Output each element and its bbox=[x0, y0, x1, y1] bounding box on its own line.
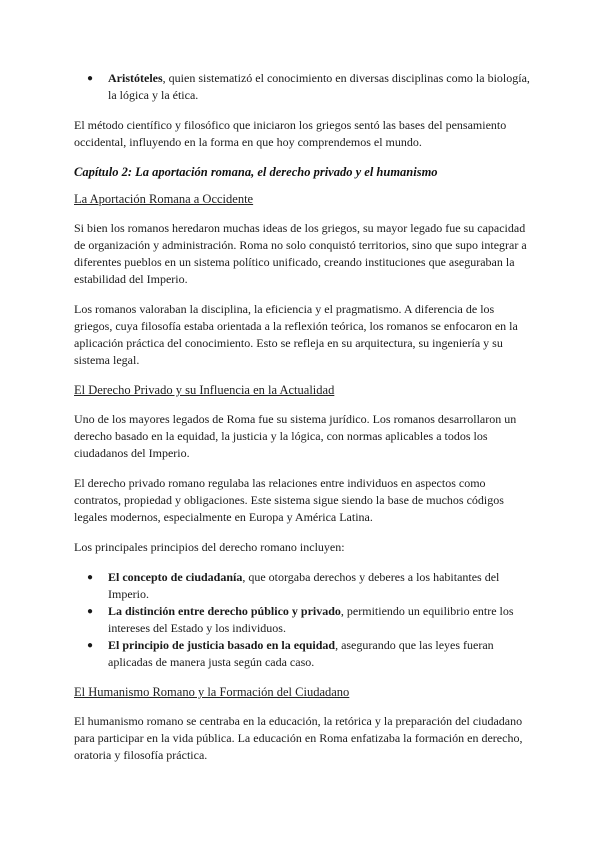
intro-paragraph: El método científico y filosófico que iniciaron los griegos sentó las bases del pensamiento occidental, influyendo en la forma en que hoy comprendemos el mundo. bbox=[74, 118, 507, 149]
paragraph: Uno de los mayores legados de Roma fue su sistema jurídico. Los romanos desarrollaron un derecho basado en la equidad, la justicia y la lógica, con normas aplicables a todos los ciudadanos del Imperio. bbox=[74, 412, 517, 460]
paragraph: Si bien los romanos heredaron muchas ideas de los griegos, su mayor legado fue su capacidad de organización y administración. Roma no solo conquistó territorios, sino que supo integrar a diferentes pueblos en un sistema político unificado, creando instituciones que aseguraban la estabilidad del Imperio. bbox=[74, 221, 527, 286]
bullet-icon: ● bbox=[87, 73, 94, 84]
list-item-text: , asegurando que las leyes fueran aplicadas de manera justa según cada caso. bbox=[108, 638, 494, 669]
intro-bullet-list bbox=[74, 70, 534, 104]
list-item-bold: El concepto de ciudadanía bbox=[108, 570, 243, 584]
list-item bbox=[74, 603, 534, 637]
bullet-icon: ● bbox=[87, 606, 94, 617]
section-heading-derecho-privado: El Derecho Privado y su Influencia en la Actualidad bbox=[74, 383, 335, 397]
section-heading-aportacion: La Aportación Romana a Occidente bbox=[74, 192, 254, 206]
list-item bbox=[74, 637, 534, 671]
paragraph: El humanismo romano se centraba en la educación, la retórica y la preparación del ciudadano para participar en la vida pública. La educación en Roma enfatizaba la formación en derecho, oratoria y filosofía práctica. bbox=[74, 714, 523, 762]
list-item-text: , permitiendo un equilibrio entre los intereses del Estado y los individuos. bbox=[108, 604, 514, 635]
list-item-bold: La distinción entre derecho público y privado bbox=[108, 604, 341, 618]
bullet-icon: ● bbox=[87, 572, 94, 583]
section-heading-humanismo: El Humanismo Romano y la Formación del Ciudadano bbox=[74, 685, 350, 699]
list-item-text: , quien sistematizó el conocimiento en diversas disciplinas como la biología, la lógica y la ética. bbox=[108, 71, 530, 102]
paragraph: El derecho privado romano regulaba las relaciones entre individuos en aspectos como contratos, propiedad y obligaciones. Este sistema sigue siendo la base de muchos códigos legales modernos, especialmente en Europa y América Latina. bbox=[74, 476, 504, 524]
bullet-icon: ● bbox=[87, 640, 94, 651]
list-item bbox=[74, 569, 534, 603]
paragraph: Los romanos valoraban la disciplina, la eficiencia y el pragmatismo. A diferencia de los griegos, cuya filosofía estaba orientada a la reflexión teórica, los romanos se enfocaron en la aplicación práctica del conocimiento. Esto se refleja en su arquitectura, su ingeniería y su sistema legal. bbox=[74, 302, 518, 367]
list-item-bold: Aristóteles bbox=[108, 71, 163, 85]
list-item-bold: El principio de justicia basado en la equidad bbox=[108, 638, 336, 652]
list-item bbox=[74, 70, 534, 104]
list-item-text: , que otorgaba derechos y deberes a los habitantes del Imperio. bbox=[108, 570, 500, 601]
document-body bbox=[74, 70, 534, 777]
paragraph: Los principales principios del derecho romano incluyen: bbox=[74, 540, 345, 554]
chapter-title: Capítulo 2: La aportación romana, el derecho privado y el humanismo bbox=[74, 165, 438, 179]
principles-bullet-list bbox=[74, 569, 534, 671]
